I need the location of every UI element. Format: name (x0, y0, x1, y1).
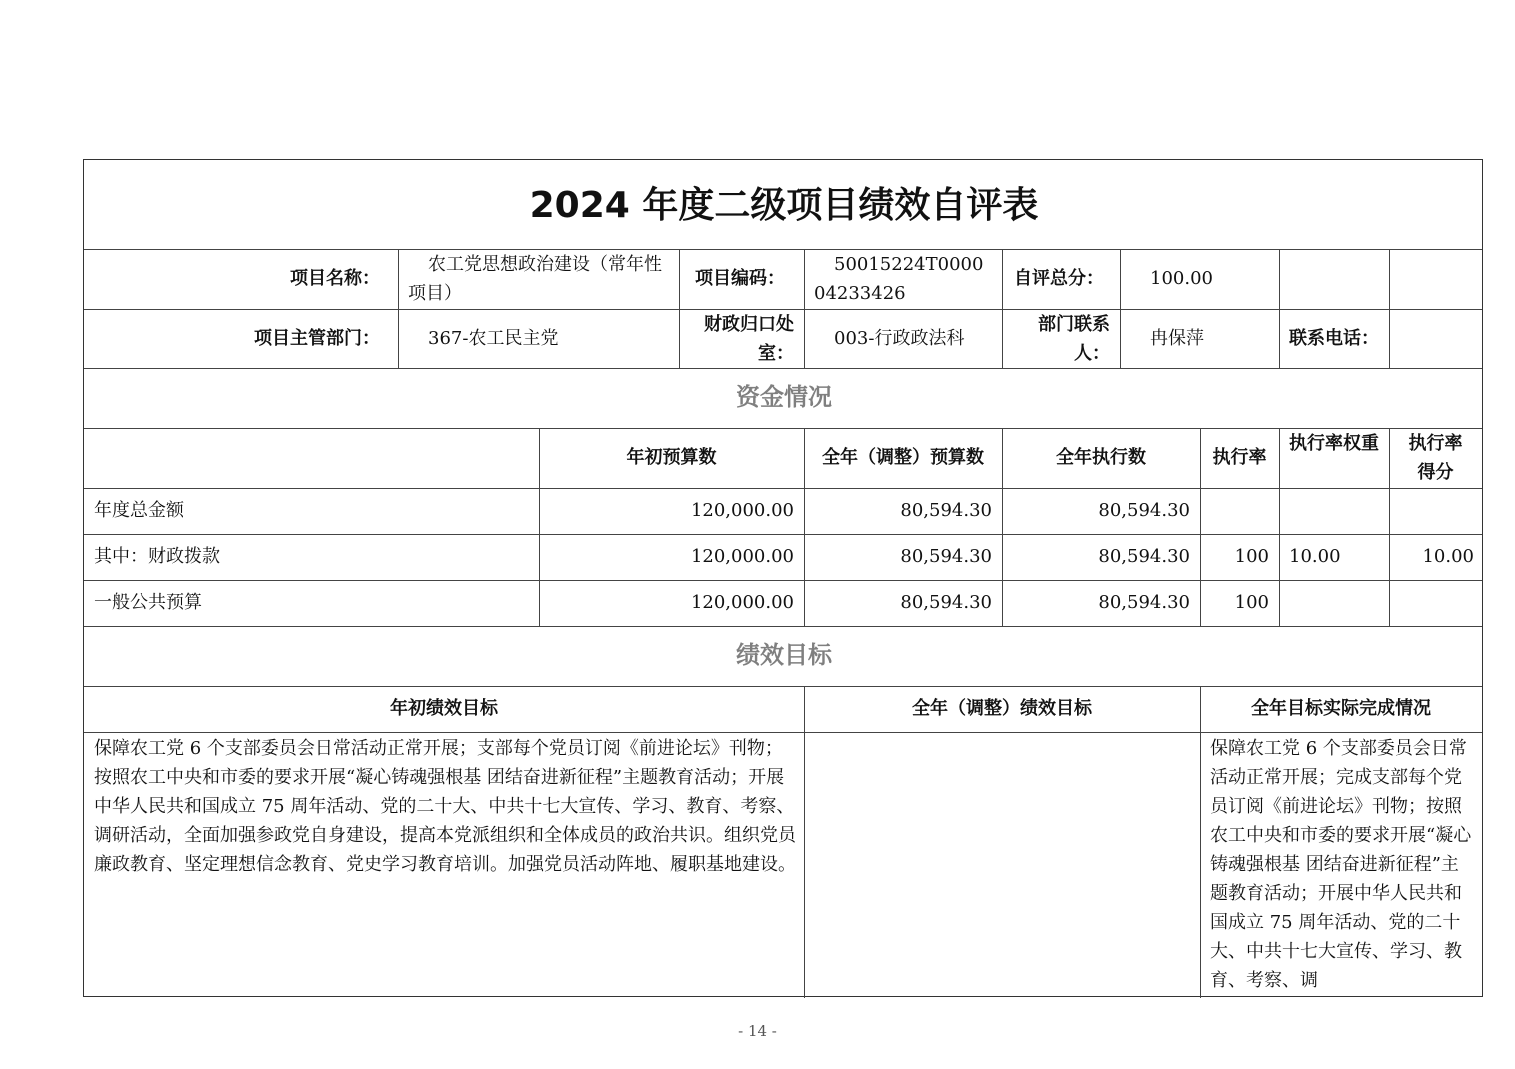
contact-label: 部门联系人： (1038, 314, 1110, 364)
performance-table (83, 159, 1483, 997)
project-code-label: 项目编码： (695, 268, 785, 289)
table-cell-weight (1279, 580, 1389, 626)
table-row-label: 其中：财政拨款 (94, 546, 220, 567)
header-rate-score: 执行率得分 (1408, 433, 1463, 483)
table-cell-adjusted: 80,594.30 (900, 592, 992, 613)
table-cell-weight: 10.00 (1289, 546, 1341, 567)
funding-section-title: 资金情况 (736, 383, 832, 411)
header-adjusted-goal: 全年（调整）绩效目标 (912, 698, 1092, 719)
phone-value (1389, 309, 1482, 368)
project-code-value: 50015224T000004233426 (814, 254, 984, 304)
header-rate-weight: 执行率权重 (1289, 433, 1379, 454)
table-cell-initial: 120,000.00 (690, 546, 794, 567)
dept-value: 367-农工民主党 (428, 328, 559, 349)
table-cell-weight (1279, 488, 1389, 534)
table-cell-initial: 120,000.00 (690, 500, 794, 521)
project-name-label: 项目名称： (290, 268, 380, 289)
contact-value: 冉保萍 (1150, 328, 1204, 349)
finance-label: 财政归口处室： (704, 314, 794, 364)
dept-label: 项目主管部门： (254, 328, 380, 349)
table-cell-executed: 80,594.30 (1098, 546, 1190, 567)
table-cell-rate: 100 (1234, 592, 1269, 613)
header-rate: 执行率 (1212, 447, 1267, 468)
table-row-label: 一般公共预算 (94, 592, 202, 613)
self-score-label: 自评总分： (1014, 268, 1104, 289)
header-initial-goal: 年初绩效目标 (390, 698, 498, 719)
page-title: 2024 年度二级项目绩效自评表 (529, 185, 1039, 226)
table-cell-score (1389, 488, 1482, 534)
table-cell-score (1389, 580, 1482, 626)
header-adjusted-budget: 全年（调整）预算数 (822, 447, 984, 468)
table-cell-adjusted: 80,594.30 (900, 546, 992, 567)
header-initial-budget: 年初预算数 (626, 447, 717, 468)
goals-section-title: 绩效目标 (736, 641, 832, 669)
header-actual-completion: 全年目标实际完成情况 (1251, 698, 1431, 719)
adjusted-goal-text (804, 732, 1200, 997)
table-cell-adjusted: 80,594.30 (900, 500, 992, 521)
table-cell-rate (1200, 488, 1279, 534)
project-name-value: 农工党思想政治建设（常年性项目） (408, 254, 662, 304)
self-score-value: 100.00 (1150, 268, 1213, 289)
table-cell-score: 10.00 (1422, 546, 1474, 567)
table-cell-rate: 100 (1234, 546, 1269, 567)
actual-completion-text: 保障农工党 6 个支部委员会日常活动正常开展；完成支部每个党员订阅《前进论坛》刊物；按照农工中央和市委的要求开展“凝心铸魂强根基 团结奋进新征程”主题教育活动；开展中华人民共和国成立 75 周年活动、党的二十大、中共十七大宣传、学习、教育、考察、调 (1210, 738, 1472, 991)
table-cell-initial: 120,000.00 (690, 592, 794, 613)
table-cell-executed: 80,594.30 (1098, 500, 1190, 521)
initial-goal-text: 保障农工党 6 个支部委员会日常活动正常开展；支部每个党员订阅《前进论坛》刊物；按照农工中央和市委的要求开展“凝心铸魂强根基 团结奋进新征程”主题教育活动；开展中华人民共和国成立 75 周年活动、党的二十大、中共十七大宣传、学习、教育、考察、调研活动，全面加强参政党自身建设，提高本党派组织和全体成员的政治共识。组织党员廉政教育、坚定理想信念教育、党史学习教育培训。加强党员活动阵地、履职基地建设。 (94, 738, 796, 875)
table-row-label: 年度总金额 (94, 500, 184, 521)
finance-value: 003-行政政法科 (834, 328, 965, 349)
phone-label: 联系电话： (1289, 328, 1379, 349)
header-executed: 全年执行数 (1056, 447, 1146, 468)
table-cell-executed: 80,594.30 (1098, 592, 1190, 613)
page-number: - 14 - (738, 1022, 777, 1040)
